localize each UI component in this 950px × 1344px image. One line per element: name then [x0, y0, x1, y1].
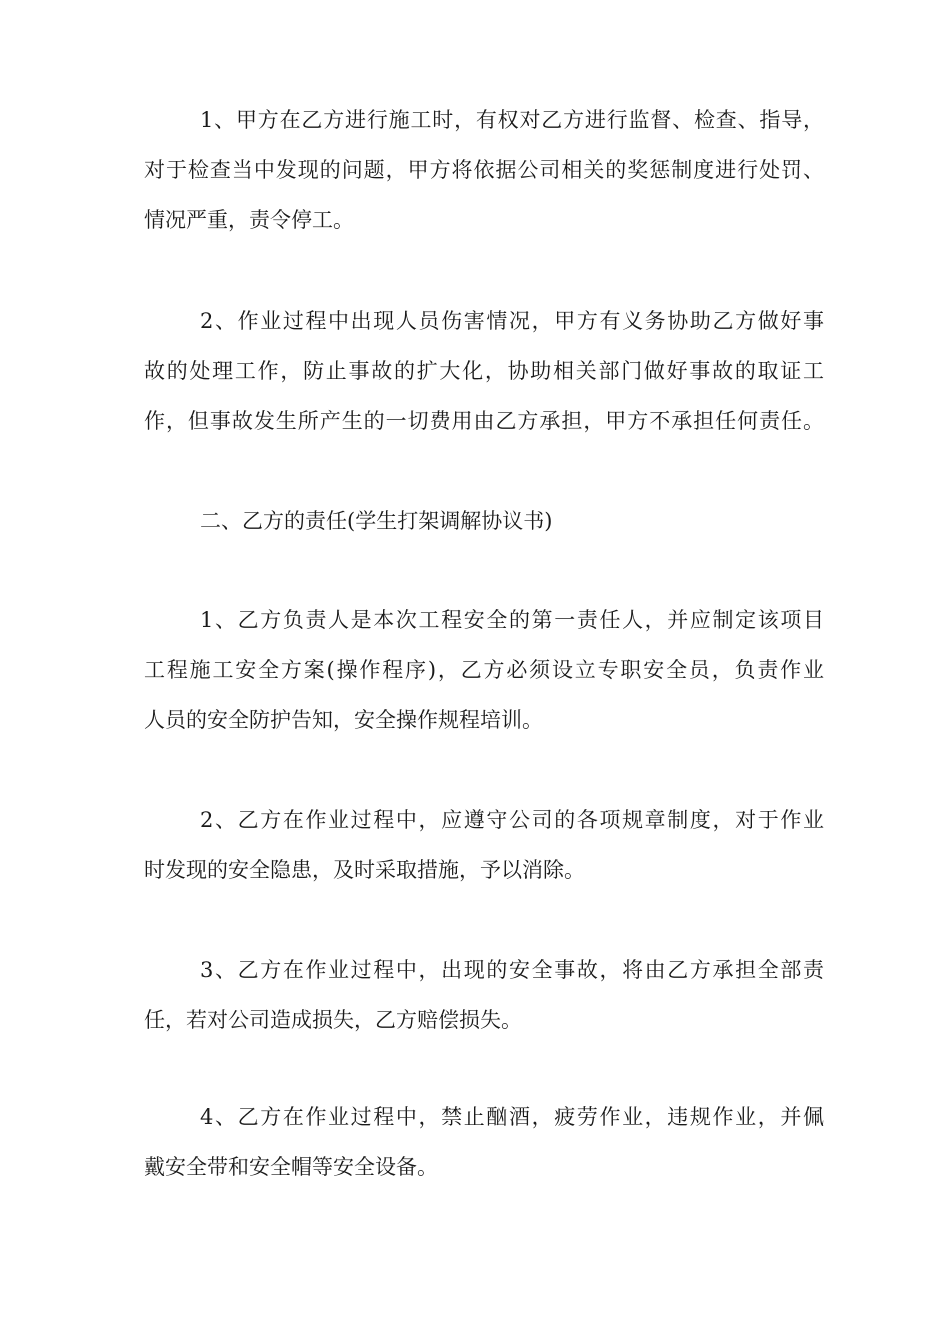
text-line: 2、乙方在作业过程中，应遵守公司的各项规章制度，对于作业	[200, 808, 824, 832]
paragraph-party-b-prohibitions	[144, 1092, 824, 1192]
paragraph-party-a-supervision	[144, 95, 824, 245]
text-line: 时发现的安全隐患，及时采取措施，予以消除。	[144, 858, 585, 882]
text-line: 人员的安全防护告知，安全操作规程培训。	[144, 708, 543, 732]
paragraph-party-b-responsible	[144, 595, 824, 745]
text-line: 4、乙方在作业过程中，禁止酗酒，疲劳作业，违规作业，并佩	[200, 1105, 824, 1129]
paragraph-party-b-accidents	[144, 945, 824, 1045]
text-line: 戴安全带和安全帽等安全设备。	[144, 1155, 438, 1179]
text-line: 对于检查当中发现的问题，甲方将依据公司相关的奖惩制度进行处罚、	[144, 158, 824, 182]
paragraph-party-b-rules	[144, 795, 824, 895]
text-line: 1、甲方在乙方进行施工时，有权对乙方进行监督、检查、指导，	[200, 108, 824, 132]
text-line: 作，但事故发生所产生的一切费用由乙方承担，甲方不承担任何责任。	[144, 409, 824, 433]
section-heading-party-b	[144, 496, 824, 546]
text-line: 情况严重，责令停工。	[144, 208, 354, 232]
text-line: 故的处理工作，防止事故的扩大化，协助相关部门做好事故的取证工	[144, 359, 824, 383]
text-line: 2、作业过程中出现人员伤害情况，甲方有义务协助乙方做好事	[200, 309, 824, 333]
text-line: 工程施工安全方案(操作程序)，乙方必须设立专职安全员，负责作业	[144, 658, 824, 682]
paragraph-party-a-injury	[144, 296, 824, 446]
text-line: 任，若对公司造成损失，乙方赔偿损失。	[144, 1008, 522, 1032]
section-heading: 二、乙方的责任(学生打架调解协议书)	[200, 509, 553, 533]
text-line: 1、乙方负责人是本次工程安全的第一责任人，并应制定该项目	[200, 608, 824, 632]
text-line: 3、乙方在作业过程中，出现的安全事故，将由乙方承担全部责	[200, 958, 824, 982]
